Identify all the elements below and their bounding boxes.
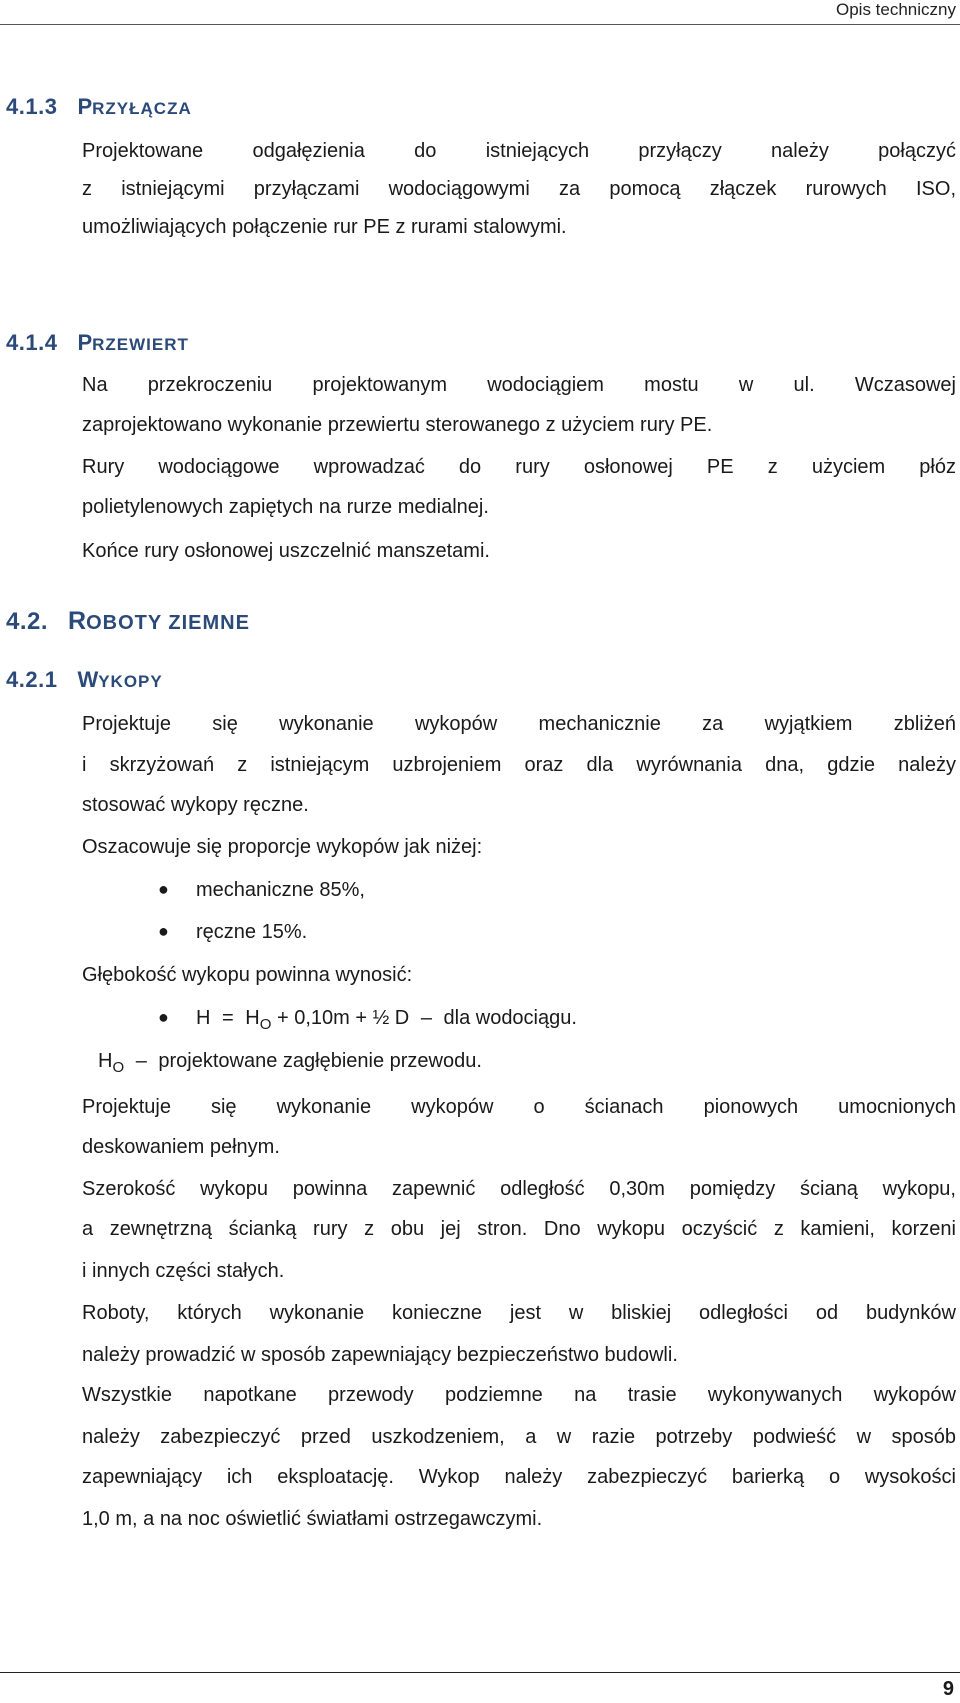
legend-text: projektowane zagłębienie przewodu.	[158, 1050, 482, 1072]
paragraph-line: Projektuje się wykonanie wykopów mechanicznie za wyjątkiem zbliżeń	[82, 713, 956, 735]
paragraph-line: Wszystkie napotkane przewody podziemne na trasie wykonywanych wykopów	[82, 1384, 956, 1406]
paragraph-line: deskowaniem pełnym.	[82, 1136, 280, 1158]
paragraph-line: 1,0 m, a na noc oświetlić światłami ostrzegawczymi.	[82, 1508, 543, 1530]
formula-subscript: O	[259, 1016, 272, 1033]
paragraph-line: Końce rury osłonowej uszczelnić manszetami.	[82, 540, 490, 562]
paragraph-line: i innych części stałych.	[82, 1260, 285, 1282]
paragraph-line: należy prowadzić w sposób zapewniający bezpieczeństwo budowli.	[82, 1344, 678, 1366]
heading-4-1-3	[6, 94, 192, 120]
running-header: Opis techniczny	[836, 0, 956, 19]
heading-initial: R	[68, 607, 87, 635]
bullet-icon: ●	[158, 921, 169, 941]
heading-4-2-1	[6, 667, 163, 693]
formula-tail: dla wodociągu.	[443, 1007, 577, 1029]
legend-dash: –	[135, 1050, 147, 1072]
depth-formula	[196, 1007, 577, 1033]
heading-4-1-4	[6, 330, 189, 356]
heading-rest: YKOPY	[98, 672, 163, 691]
heading-rest: RZYŁĄCZA	[92, 99, 192, 118]
paragraph-line: Rury wodociągowe wprowadzać do rury osłonowej PE z użyciem płóz	[82, 456, 956, 478]
paragraph-line: Oszacowuje się proporcje wykopów jak niżej:	[82, 836, 483, 858]
paragraph-line: Szerokość wykopu powinna zapewnić odległość 0,30m pomiędzy ścianą wykopu,	[82, 1178, 956, 1200]
formula-equals: =	[222, 1007, 234, 1029]
paragraph-line: umożliwiających połączenie rur PE z rurami stalowymi.	[82, 216, 567, 238]
paragraph-line: stosować wykopy ręczne.	[82, 794, 309, 816]
formula-dash: –	[420, 1007, 432, 1029]
heading-rest: OBOTY ZIEMNE	[86, 612, 250, 634]
heading-initial: P	[77, 330, 93, 355]
paragraph-line: i skrzyżowań z istniejącym uzbrojeniem oraz dla wyrównania dna, gdzie należy	[82, 754, 956, 776]
paragraph-line: polietylenowych zapiętych na rurze medialnej.	[82, 496, 489, 518]
paragraph-line: Głębokość wykopu powinna wynosić:	[82, 964, 413, 986]
heading-number: 4.2.1	[6, 667, 58, 692]
header-rule	[0, 24, 960, 25]
paragraph-line: a zewnętrzną ścianką rury z obu jej stron. Dno wykopu oczyścić z kamieni, korzeni	[82, 1218, 956, 1240]
paragraph-line: zapewniający ich eksploatację. Wykop należy zabezpieczyć barierką o wysokości	[82, 1466, 956, 1488]
legend-h: H	[98, 1050, 113, 1072]
heading-number: 4.1.3	[6, 94, 58, 119]
heading-initial: W	[77, 667, 99, 692]
paragraph-line: Roboty, których wykonanie konieczne jest w bliskiej odległości od budynków	[82, 1302, 956, 1324]
heading-4-2	[6, 607, 250, 636]
bullet-icon: ●	[158, 1007, 169, 1027]
list-item: mechaniczne 85%,	[196, 879, 365, 901]
heading-number: 4.2.	[6, 608, 49, 635]
page-number: 9	[942, 1678, 954, 1700]
paragraph-line: z istniejącymi przyłączami wodociągowymi za pomocą złączek rurowych ISO,	[82, 178, 956, 200]
heading-rest: RZEWIERT	[92, 335, 189, 354]
heading-number: 4.1.4	[6, 330, 58, 355]
formula-lhs: H	[196, 1007, 211, 1029]
formula-rest: + 0,10m + ½ D	[276, 1007, 410, 1029]
footer-rule	[0, 1672, 960, 1673]
paragraph-line: zaprojektowano wykonanie przewiertu sterowanego z użyciem rury PE.	[82, 414, 713, 436]
paragraph-line: Projektuje się wykonanie wykopów o ścianach pionowych umocnionych	[82, 1096, 956, 1118]
legend-subscript: O	[112, 1059, 125, 1076]
formula-h: H	[245, 1007, 260, 1029]
list-item: ręczne 15%.	[196, 921, 308, 943]
formula-legend	[98, 1050, 482, 1076]
paragraph-line: Na przekroczeniu projektowanym wodociągiem mostu w ul. Wczasowej	[82, 374, 956, 396]
paragraph-line: należy zabezpieczyć przed uszkodzeniem, a w razie potrzeby podwieść w sposób	[82, 1426, 956, 1448]
heading-initial: P	[77, 94, 93, 119]
bullet-icon: ●	[158, 879, 169, 899]
paragraph-line: Projektowane odgałęzienia do istniejących przyłączy należy połączyć	[82, 140, 956, 162]
